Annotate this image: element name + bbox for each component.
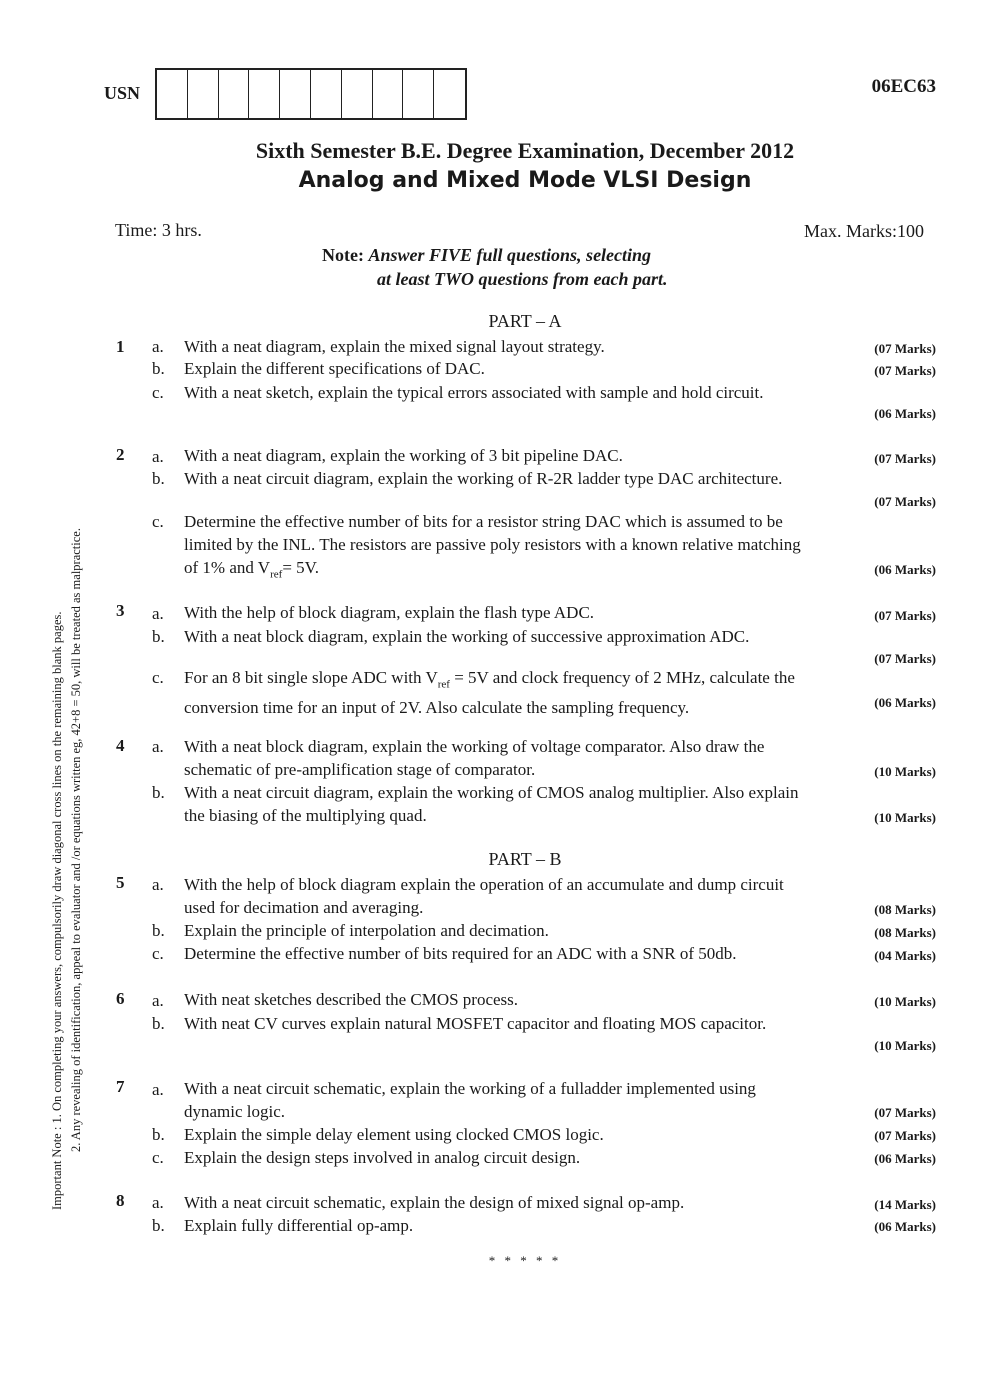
usn-box: [219, 70, 250, 118]
sub-question-label: b.: [152, 1014, 165, 1033]
end-of-paper-mark: * * * * *: [488, 1253, 562, 1268]
side-note-line-1: Important Note : 1. On completing your answers, compulsorily draw diagonal cross lines on the remaining blank pages.: [50, 611, 64, 1210]
usn-box: [280, 70, 311, 118]
sub-question-label: c.: [152, 512, 164, 531]
marks-label: (07 Marks): [874, 608, 936, 623]
question-text: [184, 1077, 936, 1123]
marks-label: (07 Marks): [874, 451, 936, 466]
sub-question-label: a.: [152, 875, 164, 894]
note-text-1: Answer FIVE full questions, selecting: [368, 245, 652, 265]
sub-question-label: a.: [152, 1080, 164, 1099]
usn-box: [157, 70, 188, 118]
marks-label: (07 Marks): [874, 1105, 936, 1120]
marks-label: (08 Marks): [874, 925, 936, 940]
marks-label: (10 Marks): [874, 1038, 936, 1053]
question-text: With a neat block diagram, explain the working of successive approximation ADC.: [184, 627, 750, 646]
question-text: Explain the different specifications of DAC.: [184, 359, 485, 378]
marks-label: (10 Marks): [874, 810, 936, 825]
note-label: Note:: [322, 245, 364, 265]
question-text: With a neat circuit schematic, explain the design of mixed signal op-amp.: [184, 1193, 685, 1212]
question-text-line: conversion time for an input of 2V. Also calculate the sampling frequency.: [184, 698, 690, 718]
max-marks: Max. Marks:100: [804, 221, 924, 241]
exam-title: Sixth Semester B.E. Degree Examination, December 2012: [255, 138, 795, 163]
sub-question-label: b.: [152, 1125, 165, 1144]
sub-question-label: a.: [152, 604, 164, 623]
usn-boxes: [155, 68, 467, 120]
part-a-heading: PART – A: [488, 311, 562, 331]
question-text: With neat CV curves explain natural MOSFET capacitor and floating MOS capacitor.: [184, 1014, 767, 1033]
sub-question-label: b.: [152, 627, 165, 646]
usn-box: [342, 70, 373, 118]
marks-label: (04 Marks): [874, 948, 936, 963]
question-number: 3: [116, 601, 125, 620]
question-number: 2: [116, 445, 125, 464]
question-text-line: schematic of pre-amplification stage of comparator.: [184, 760, 536, 779]
question-text: With a neat circuit diagram, explain the working of R-2R ladder type DAC architecture.: [184, 469, 783, 488]
question-text-line: dynamic logic.: [184, 1102, 286, 1121]
marks-label: (07 Marks): [874, 363, 936, 378]
marks-label: (08 Marks): [874, 902, 936, 917]
usn-box: [434, 70, 465, 118]
sub-question-label: a.: [152, 447, 164, 466]
marks-label: (06 Marks): [874, 695, 936, 710]
question-text-line: used for decimation and averaging.: [184, 898, 424, 917]
note-line-1: [322, 243, 668, 267]
course-code: 06EC63: [871, 76, 936, 97]
question-number: 7: [116, 1077, 125, 1096]
question-text: Explain fully differential op-amp.: [184, 1216, 414, 1235]
question-text-line: of 1% and $V_{ref}= 5V$.: [184, 558, 319, 581]
usn-box: [373, 70, 404, 118]
marks-label: (06 Marks): [874, 406, 936, 421]
question-text-line: With a neat block diagram, explain the working of voltage comparator. Also draw the: [184, 737, 765, 756]
side-note-line-2: 2. Any revealing of identification, appeal to evaluator and /or equations written eg, 42+8 = 50, will be treated as malpractice.: [69, 528, 83, 1152]
sub-question-label: b.: [152, 921, 165, 940]
marks-label: (10 Marks): [874, 994, 936, 1009]
marks-label: (06 Marks): [874, 1219, 936, 1234]
question-text: [184, 781, 936, 827]
question-text: With a neat sketch, explain the typical errors associated with sample and hold circuit.: [184, 383, 764, 402]
question-number: 8: [116, 1191, 125, 1210]
sub-question-label: c.: [152, 383, 164, 402]
marks-label: (07 Marks): [874, 1128, 936, 1143]
question-number: 6: [116, 989, 125, 1008]
question-text: Explain the design steps involved in analog circuit design.: [184, 1148, 581, 1167]
usn-label: USN: [104, 83, 141, 103]
marks-label: (07 Marks): [874, 651, 936, 666]
question-text-line: For an 8 bit single slope ADC with $V_{ref} = 5V$ and clock frequency of 2 MHz, calculate the: [184, 668, 795, 691]
note-text-2: at least TWO questions from each part.: [377, 269, 668, 289]
sub-question-label: b.: [152, 469, 165, 488]
question-text: With a neat diagram, explain the working of 3 bit pipeline DAC.: [184, 446, 623, 465]
question-text: [184, 735, 936, 781]
question-text: Explain the principle of interpolation and decimation.: [184, 921, 549, 940]
subject-title: Analog and Mixed Mode VLSI Design: [298, 168, 752, 193]
question-number: 1: [116, 337, 125, 356]
marks-label: (06 Marks): [874, 1151, 936, 1166]
instructions-note: [322, 243, 668, 291]
question-text: With a neat diagram, explain the mixed signal layout strategy.: [184, 337, 605, 356]
sub-question-label: a.: [152, 337, 164, 356]
question-text-line: With a neat circuit diagram, explain the working of CMOS analog multiplier. Also explain: [184, 783, 799, 802]
marks-label: (07 Marks): [874, 494, 936, 509]
marks-label: (06 Marks): [874, 562, 936, 577]
question-number: 5: [116, 873, 125, 892]
sub-question-label: c.: [152, 944, 164, 963]
marks-label: (10 Marks): [874, 764, 936, 779]
question-text: With neat sketches described the CMOS process.: [184, 990, 519, 1009]
question-number: 4: [116, 736, 125, 755]
marks-label: (07 Marks): [874, 341, 936, 356]
marks-label: (14 Marks): [874, 1197, 936, 1212]
question-text-line: Determine the effective number of bits for a resistor string DAC which is assumed to be: [184, 512, 783, 531]
sub-question-label: c.: [152, 1148, 164, 1167]
usn-box: [188, 70, 219, 118]
question-text: [184, 510, 936, 586]
usn-box: [311, 70, 342, 118]
question-text-line: With a neat circuit schematic, explain the working of a fulladder implemented using: [184, 1079, 756, 1098]
time-allowed: Time: 3 hrs.: [115, 220, 202, 240]
sub-question-label: b.: [152, 359, 165, 378]
question-text-line: With the help of block diagram explain the operation of an accumulate and dump circuit: [184, 875, 784, 894]
usn-box: [403, 70, 434, 118]
sub-question-label: a.: [152, 1193, 164, 1212]
question-text: [184, 666, 936, 719]
question-text: Determine the effective number of bits required for an ADC with a SNR of 50db.: [184, 944, 737, 963]
question-text: Explain the simple delay element using clocked CMOS logic.: [184, 1125, 604, 1144]
question-text: [184, 873, 936, 919]
sub-question-label: b.: [152, 783, 165, 802]
sub-question-label: a.: [152, 991, 164, 1010]
sub-question-label: a.: [152, 737, 164, 756]
sub-question-label: c.: [152, 668, 164, 687]
sub-question-label: b.: [152, 1216, 165, 1235]
question-text-line: the biasing of the multiplying quad.: [184, 806, 427, 825]
question-text-line: limited by the INL. The resistors are passive poly resistors with a known relative matching: [184, 535, 801, 554]
usn-box: [249, 70, 280, 118]
question-text: With the help of block diagram, explain the flash type ADC.: [184, 603, 595, 622]
part-b-heading: PART – B: [488, 849, 562, 869]
